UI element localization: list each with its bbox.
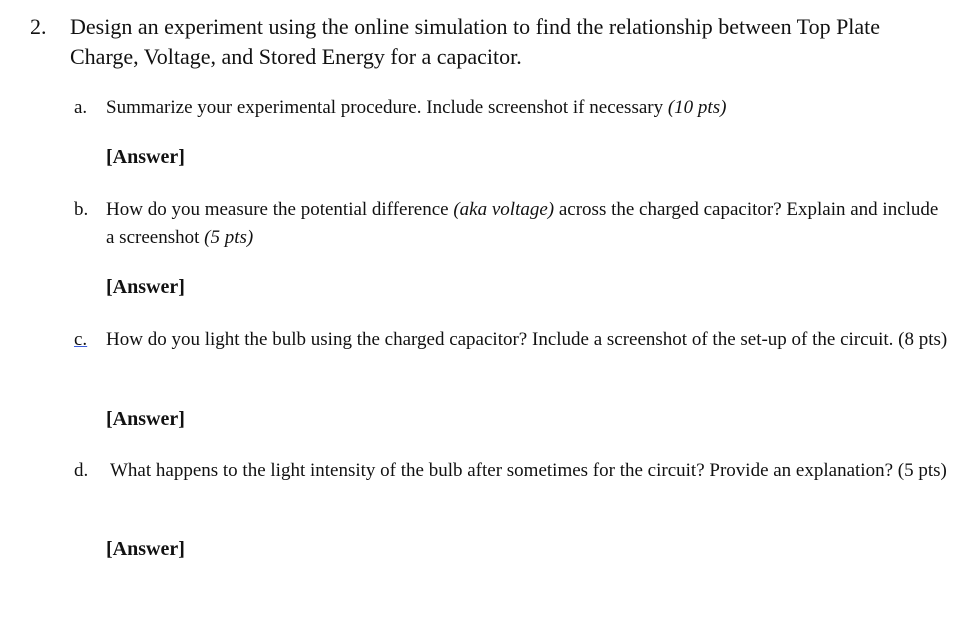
part-a-text [106,94,951,122]
part-b-points: (5 pts) [204,227,254,248]
part-c-text: How do you light the bulb using the charged capacitor? Include a screenshot of the set-up of the circuit. (8 pts) [106,329,948,350]
part-c-answer: [Answer] [106,408,185,430]
question-text: Design an experiment using the online simulation to find the relationship between Top Plate Charge, Voltage, and Stored Energy for a capacitor. [70,14,881,69]
part-d-answer: [Answer] [106,538,185,560]
part-b-prompt-start: How do you measure the potential difference [106,199,454,220]
part-d-text: What happens to the light intensity of the bulb after sometimes for the circuit? Provide an explanation? (5 pts) [110,460,947,481]
part-b-letter: b. [74,199,89,220]
part-b-aka-voltage: (aka voltage) [453,199,555,220]
part-a-prompt: Summarize your experimental procedure. Include screenshot if necessary [106,97,668,118]
question-number: 2. [30,14,47,39]
part-a-letter: a. [74,97,88,118]
part-c-letter: c. [74,329,88,350]
part-b-answer: [Answer] [106,276,185,298]
part-b-text [106,196,951,252]
part-d-letter: d. [74,460,89,481]
part-b-prompt-end: across the charged capacitor? Explain and include a screenshot [106,199,939,248]
part-a-points: (10 pts) [667,97,727,118]
part-a-answer: [Answer] [106,146,185,168]
